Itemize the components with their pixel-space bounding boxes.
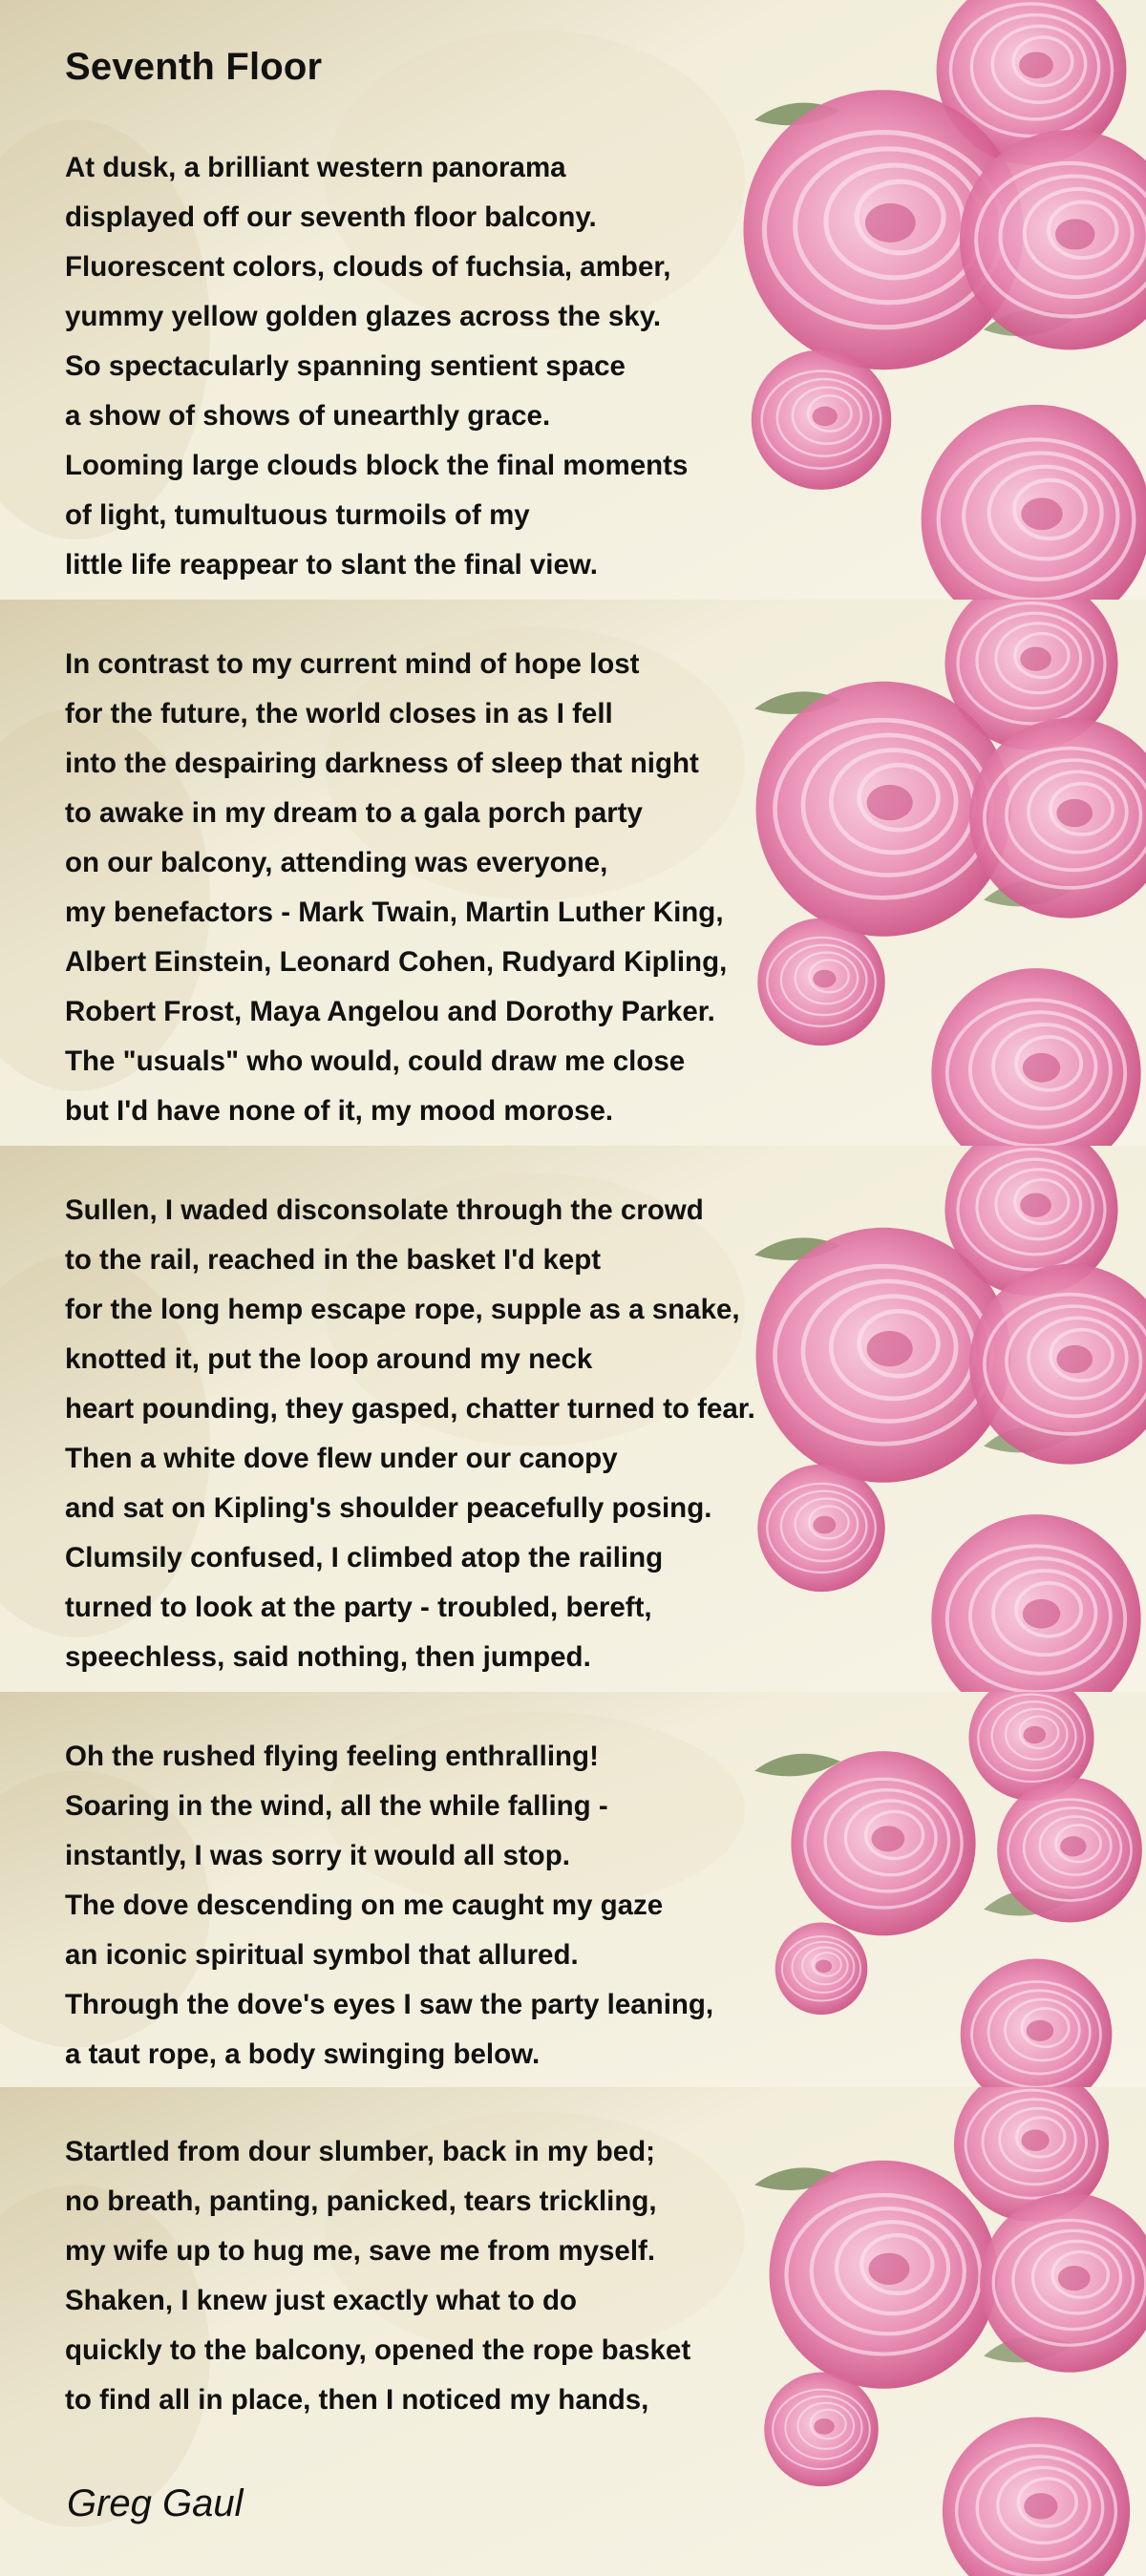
poem-line: Soaring in the wind, all the while falling - [65,1790,608,1822]
poem-line: to awake in my dream to a gala porch party [65,797,643,829]
poem-line: little life reappear to slant the final view. [65,549,598,581]
poem-line: knotted it, put the loop around my neck [65,1343,593,1375]
rose-illustration [770,2161,998,2389]
poem-line: turned to look at the party - troubled, bereft, [65,1592,652,1623]
poem-line: of light, tumultuous turmoils of my [65,499,530,531]
poem-line: Albert Einstein, Leonard Cohen, Rudyard Kipling, [65,946,728,978]
poem-line: Fluorescent colors, clouds of fuchsia, amber, [65,251,671,283]
poem-line: Shaken, I knew just exactly what to do [65,2285,578,2316]
poem-line: to find all in place, then I noticed my hands, [65,2384,649,2416]
poem-line: an iconic spiritual symbol that allured. [65,1939,579,1971]
poem-line: The "usuals" who would, could draw me close [65,1045,686,1077]
poem-line: my benefactors - Mark Twain, Martin Luther King, [65,897,724,928]
poem-line: a taut rope, a body swinging below. [65,2038,541,2070]
poem-line: a show of shows of unearthly grace. [65,400,551,432]
poem-line: In contrast to my current mind of hope lost [65,648,640,680]
poem-line: Startled from dour slumber, back in my bed; [65,2136,655,2167]
poem-line: for the future, the world closes in as I fell [65,698,613,729]
poem-line: my wife up to hug me, save me from myself. [65,2235,656,2267]
rose-illustration [752,349,892,490]
poem-line: on our balcony, attending was everyone, [65,847,608,878]
poem-line: The dove descending on me caught my gaze [65,1890,664,1921]
poem-line: instantly, I was sorry it would all stop. [65,1840,570,1871]
poem-line: Robert Frost, Maya Angelou and Dorothy Parker. [65,996,715,1027]
rose-illustration [775,1923,868,2016]
poem-line: At dusk, a brilliant western panorama [65,152,566,183]
poem-line: for the long hemp escape rope, supple as a snake, [65,1294,740,1325]
poem-line: speechless, said nothing, then jumped. [65,1641,591,1673]
poem-line: and sat on Kipling's shoulder peacefully posing. [65,1492,712,1524]
stanza-5 [65,2127,690,2425]
stanza-2 [65,640,727,1136]
poem-line: heart pounding, they gasped, chatter turned to fear. [65,1393,755,1425]
stanza-4 [65,1732,713,2080]
stanza-1 [65,143,688,590]
rose-illustration [757,918,884,1045]
poem-line: Looming large clouds block the final moments [65,450,689,481]
rose-illustration [791,1751,975,1935]
poem-line: Through the dove's eyes I saw the party leaning, [65,1989,714,2020]
poem-line: into the despairing darkness of sleep that night [65,748,699,779]
rose-illustration [764,2373,878,2486]
rose-illustration [997,1778,1142,1923]
poem-line: Clumsily confused, I climbed atop the railing [65,1542,664,1573]
poem-line: no breath, panting, panicked, tears trickling, [65,2185,657,2217]
poem-line: displayed off our seventh floor balcony. [65,201,597,233]
poem-line: to the rail, reached in the basket I'd kept [65,1244,602,1276]
poem-line: yummy yellow golden glazes across the sky. [65,301,662,332]
poem-line: Then a white dove flew under our canopy [65,1443,618,1474]
poem-line: Oh the rushed flying feeling enthralling! [65,1741,599,1772]
poem-line: So spectacularly spanning sentient space [65,350,626,382]
poem-line: but I'd have none of it, my mood morose. [65,1095,614,1127]
poem-title: Seventh Floor [65,46,323,88]
rose-illustration [757,1465,884,1592]
poem-line: quickly to the balcony, opened the rope basket [65,2334,691,2366]
stanza-3 [65,1186,755,1682]
poem-line: Sullen, I waded disconsolate through the crowd [65,1194,704,1226]
author-name: Greg Gaul [67,2482,244,2524]
